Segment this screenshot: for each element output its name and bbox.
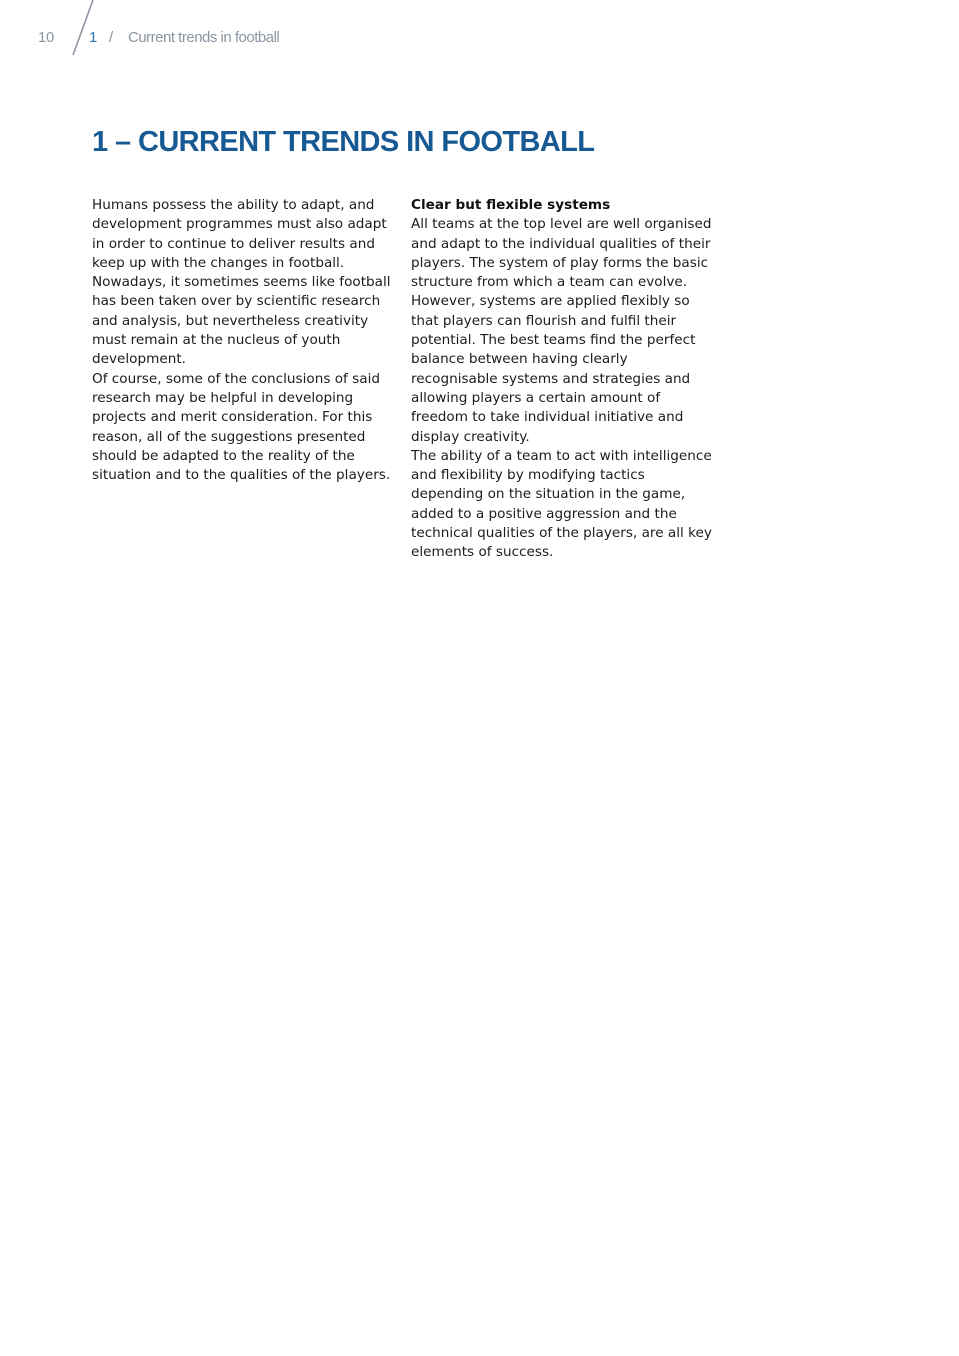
body-paragraph: The ability of a team to act with intelligence and flexibility by modifying tactics depending on the situation in the game, added to a positive aggression and the technical qualities of the players, are all key elements of success. — [411, 447, 712, 561]
body-paragraph: All teams at the top level are well organised and adapt to the individual qualities of their players. The system of play forms the basic structure from which a team can evolve. However, systems are applied flexibly so that players can flourish and fulfil their potential. The best teams find the perfect balance between having clearly recognisable systems and strategies and allowing players a certain amount of freedom to take individual initiative and display creativity. — [411, 216, 712, 445]
body-paragraph: Humans possess the ability to adapt, and development programmes must also adapt in order to continue to deliver results and keep up with the changes in football. Nowadays, it sometimes seems like football has been taken over by scientific research and analysis, but nevertheless creativity must remain at the nucleus of youth development. — [92, 197, 391, 368]
subheading: Clear but flexible systems — [411, 197, 611, 213]
breadcrumb-separator: / — [109, 29, 114, 46]
body-paragraph: Of course, some of the conclusions of said research may be helpful in developing projects and merit consideration. For this reason, all of the suggestions presented should be adapted to the reality of the situation and to the qualities of the players. — [92, 370, 391, 484]
running-header — [0, 0, 959, 60]
chapter-heading: 1 – CURRENT TRENDS IN FOOTBALL — [92, 126, 595, 158]
page-number: 10 — [38, 29, 55, 46]
chapter-number: 1 — [89, 29, 98, 46]
section-title: Current trends in football — [128, 29, 280, 46]
right-column — [411, 196, 713, 563]
left-column — [92, 196, 394, 485]
